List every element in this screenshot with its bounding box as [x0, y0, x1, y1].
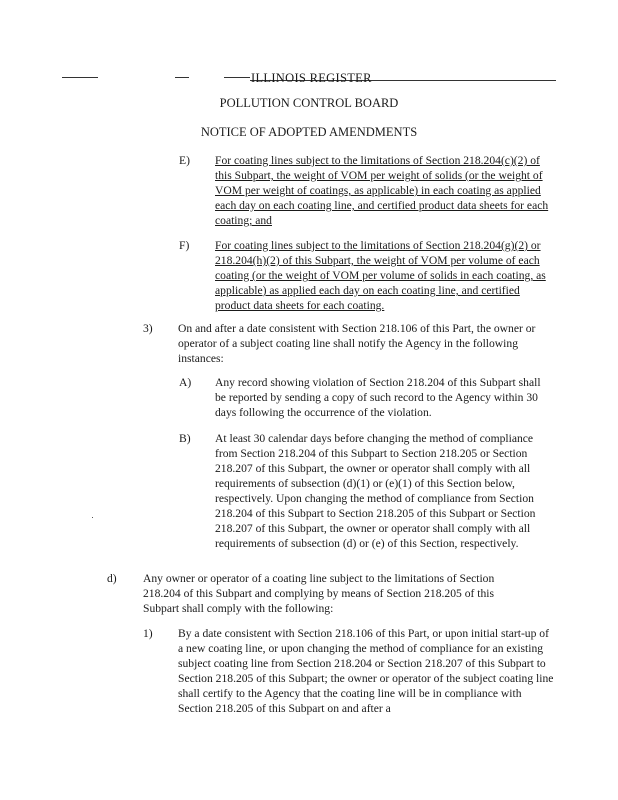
board-name: POLLUTION CONTROL BOARD — [219, 96, 399, 110]
item-text-1: By a date consistent with Section 218.106 of this Part, or upon initial start-up of a new coating line, or upon changing the method of compliance for an existing subject coating line from Section 218.204 or Section 218.207 of this Subpart to Section 218.205 of this Subpart; the owner or operator of the subject coating line shall certify to the Agency that the coating line will be in compliance with Section 218.205 of this Subpart on and after a — [178, 627, 554, 715]
item-text-d: Any owner or operator of a coating line subject to the limitations of Section 218.204 of this Subpart and complying by means of Section 218.205 of this Subpart shall comply with the following: — [143, 572, 495, 615]
item-text-3: On and after a date consistent with Section 218.106 of this Part, the owner or operator of a subject coating line shall notify the Agency in the following instances: — [178, 322, 536, 365]
item-label-a: A) — [179, 376, 192, 389]
header-rule-fragment — [224, 77, 250, 78]
item-label-1: 1) — [143, 627, 153, 640]
notice-title: NOTICE OF ADOPTED AMENDMENTS — [200, 125, 418, 139]
item-label-e: E) — [179, 154, 190, 167]
item-text-a: Any record showing violation of Section 218.204 of this Subpart shall be reported by sending a copy of such record to the Agency within 30 days following the occurrence of the violation. — [215, 376, 541, 419]
item-text-b: At least 30 calendar days before changing the method of compliance from Section 218.204 of this Subpart to Section 218.205 or Section 218.207 of this Subpart, the owner or operator shall comply with all requirements of subsection (d)(1) or (e)(1) of this Section below, respectively. Upon changing the method of compliance from Section 218.204 of this Subpart to Section 218.205 of this Subpart or Section 218.207 of this Subpart, the owner or operator shall comply with all requirements of subsection (d) or (e) of this Section, respectively. — [215, 432, 536, 550]
item-text-f: For coating lines subject to the limitations of Section 218.204(g)(2) or 218.204(h)(2) of this Subpart, the weight of VOM per volume of each coating (or the weight of VOM per volume of solids in each coating, as applicable) as applied each day on each coating line, and certified product data sheets for each coating. — [215, 239, 546, 312]
item-text-e: For coating lines subject to the limitations of Section 218.204(c)(2) of this Subpart, the weight of VOM per weight of solids (or the weight of VOM per weight of coatings, as applicable) in each coating as applied each day on each coating line, and certified product data sheets for each coating; and — [215, 154, 549, 227]
item-label-3: 3) — [143, 322, 153, 335]
item-label-d: d) — [107, 572, 117, 585]
item-label-b: B) — [179, 432, 191, 445]
header-rule-fragment — [175, 77, 189, 78]
scan-speck — [92, 517, 93, 518]
register-title: ILLINOIS REGISTER — [251, 71, 372, 85]
item-label-f: F) — [179, 239, 190, 252]
header-rule-fragment — [62, 77, 98, 78]
